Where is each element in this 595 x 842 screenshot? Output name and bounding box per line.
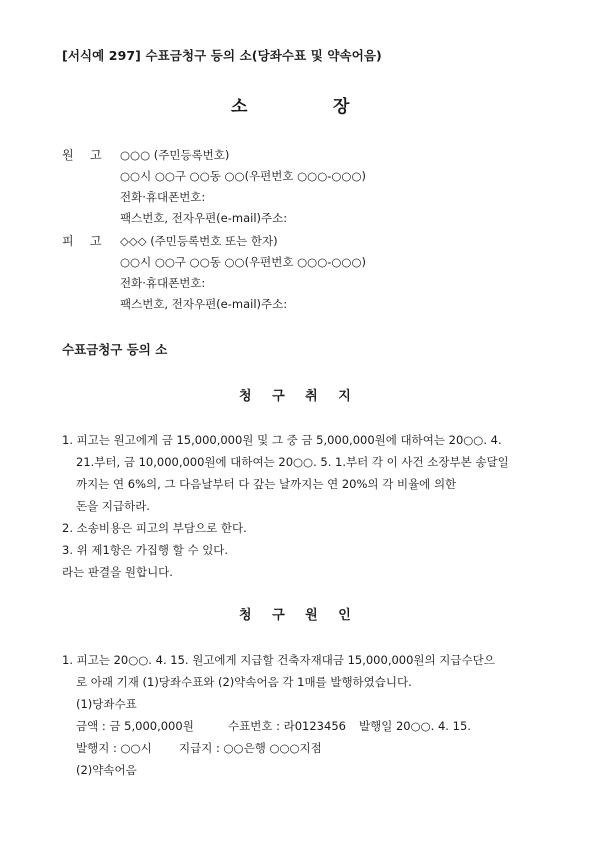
- defendant-label: [62, 232, 102, 249]
- form-header: [서식예 297] 수표금청구 등의 소(당좌수표 및 약속어음): [62, 48, 382, 63]
- title-char-2: 장: [333, 97, 350, 117]
- defendant-label-1: 피: [62, 234, 74, 248]
- case-name: 수표금청구 등의 소: [62, 342, 168, 357]
- check-heading: (1)당좌수표: [76, 697, 137, 711]
- defendant-name-line: ◇◇◇ (주민등록번호 또는 한자): [120, 234, 278, 248]
- claim-purpose-title: 청 구 취 지: [239, 389, 353, 404]
- promissory-note-heading: (2)약속어음: [76, 763, 137, 777]
- plaintiff-phone-line: 전화·휴대폰번호:: [120, 190, 206, 204]
- claim-purpose-item2: 2. 소송비용은 피고의 부담으로 한다.: [62, 521, 247, 535]
- claim-cause-item1-line2: 로 아래 기재 (1)당좌수표와 (2)약속어음 각 1매를 발행하였습니다.: [76, 675, 412, 689]
- title-char-1: 소: [231, 97, 248, 117]
- check-number: 수표번호 : 라0123456: [228, 719, 346, 733]
- claim-purpose-item3: 3. 위 제1항은 가집행 할 수 있다.: [62, 543, 229, 557]
- plaintiff-address-line: ○○시 ○○구 ○○동 ○○(우편번호 ○○○-○○○): [120, 169, 366, 183]
- claim-purpose-item1-line3: 까지는 연 6%의, 그 다음날부터 다 갚는 날까지는 연 20%의 각 비율에 의한: [76, 477, 457, 491]
- defendant-fax-line: 팩스번호, 전자우편(e-mail)주소:: [120, 297, 288, 311]
- defendant-address-line: ○○시 ○○구 ○○동 ○○(우편번호 ○○○-○○○): [120, 255, 366, 269]
- claim-purpose-item1-line2: 21.부터, 금 10,000,000원에 대하여는 20○○. 5. 1.부터 각 이 사건 소장부본 송달일: [76, 455, 509, 469]
- check-issue-date: 발행일 20○○. 4. 15.: [359, 719, 471, 733]
- plaintiff-name-line: ○○○ (주민등록번호): [120, 148, 230, 162]
- claim-cause-item1-line1: 1. 피고는 20○○. 4. 15. 원고에게 지급할 건축자재대금 15,000,000원의 지급수단으: [62, 653, 495, 667]
- defendant-label-2: 고: [90, 234, 102, 248]
- plaintiff-label-2: 고: [90, 148, 102, 162]
- check-issue-place: 발행지 : ○○시: [76, 741, 152, 755]
- plaintiff-label: [62, 146, 102, 163]
- check-amount: 금액 : 금 5,000,000원: [76, 719, 194, 733]
- defendant-phone-line: 전화·휴대폰번호:: [120, 276, 206, 290]
- plaintiff-label-1: 원: [62, 148, 74, 162]
- claim-purpose-item1-line1: 1. 피고는 원고에게 금 15,000,000원 및 그 중 금 5,000,000원에 대하여는 20○○. 4.: [62, 433, 502, 447]
- claim-purpose-closing: 라는 판결을 원합니다.: [62, 565, 173, 579]
- check-payment-place: 지급지 : ○○은행 ○○○지점: [179, 741, 322, 755]
- plaintiff-fax-line: 팩스번호, 전자우편(e-mail)주소:: [120, 211, 288, 225]
- claim-cause-title: 청 구 원 인: [239, 608, 353, 623]
- document-title: [0, 92, 595, 116]
- claim-purpose-item1-line4: 돈을 지급하라.: [76, 499, 150, 513]
